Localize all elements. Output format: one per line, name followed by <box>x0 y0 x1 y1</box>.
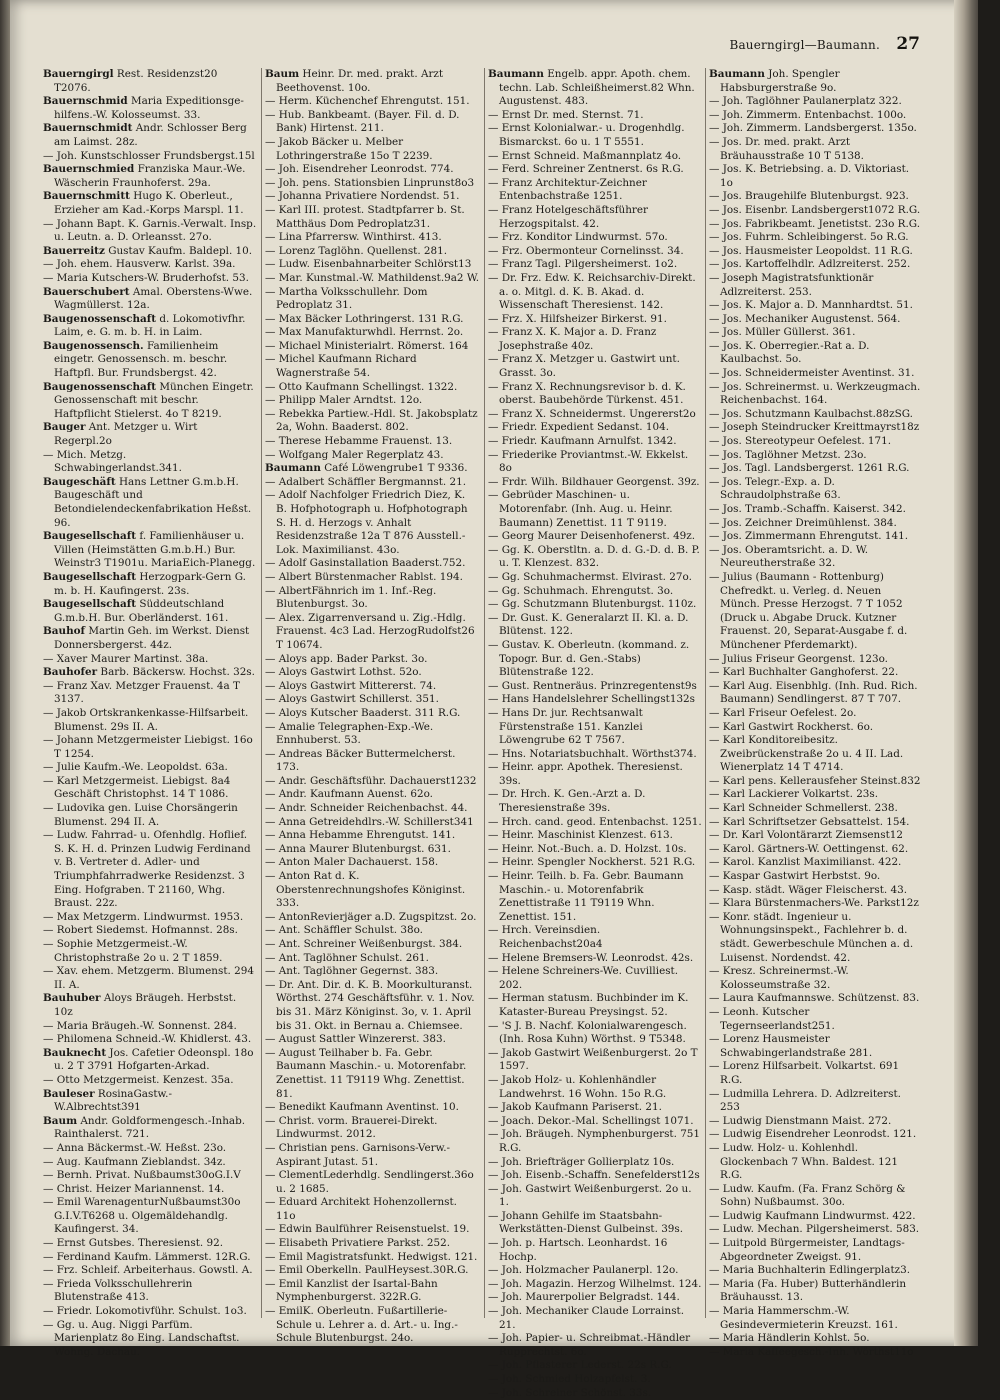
directory-entry: — Bernh. Privat. Nußbaumst30oG.I.V <box>43 1169 241 1182</box>
directory-entry: — Ernst Gutsbes. Theresienst. 92. <box>43 1237 224 1250</box>
directory-entry: — Jos. Dr. med. prakt. Arzt Bräuhausstraße 10 T 5138. <box>709 135 864 162</box>
directory-entry: — Philomena Schneid.-W. Khidlerst. 43. <box>43 1033 252 1046</box>
directory-entry: — Joh. Gastwirt Weißenburgerst. 2o u. 1. <box>488 1182 695 1209</box>
directory-entry: Baumann Café Löwengrube1 T 9336. <box>265 462 468 475</box>
directory-entry: — Hrch. cand. geod. Entenbachst. 1251. <box>488 815 702 828</box>
directory-entry: — Joh. Kunstschlosser Frundsbergst.15l <box>43 149 255 162</box>
directory-entry: — Franz Architektur-Zeichner Entenbachstraße 1251. <box>488 176 651 203</box>
directory-entry: — Andreas Bäcker Buttermelcherst. 173. <box>265 747 459 774</box>
directory-entry: — Jos. Müller Güllerst. 361. <box>709 326 856 339</box>
directory-entry: — Adolf Gasinstallation Baaderst.752. <box>265 557 466 570</box>
directory-entry: — Ant. Taglöhner Gegernst. 383. <box>265 965 439 978</box>
directory-entry: Bauger Ant. Metzger u. Wirt Regerpl.2o <box>43 421 201 448</box>
directory-entry: — Jos. Telegr.-Exp. a. D. Schraudolphstraße 63. <box>709 475 841 502</box>
directory-entry: — Andr. Geschäftsführ. Dachauerst1232 <box>265 774 477 787</box>
directory-entry: — Emil Oberkelln. PaulHeysest.30R.G. <box>265 1264 469 1277</box>
directory-entry: — Jos. Braugehilfe Blutenburgst. 923. <box>709 190 909 203</box>
directory-entry: — Joh. Eisenb.-Schaffn. Senefelderst12s <box>488 1169 700 1182</box>
directory-entry: — Joh. Papier- u. Schreibmat.-Händler Rupprechtst. 6o. <box>488 1332 694 1358</box>
directory-entry: — Aloys Gastwirt Lothst. 52o. <box>265 666 422 679</box>
directory-entry: — Joh. Bräugeh. Nymphenburgerst. 751 R.G. <box>488 1128 704 1154</box>
directory-entry: — Konr. städt. Ingenieur u. Wohnungsinspekt., Fachlehrer b. d. städt. Gewerbeschule München a. d. Luisenst. Nordendst. 42. <box>709 910 917 964</box>
directory-entry: — Amalie Telegraphen-Exp.-We. Ennhuberst. 53. <box>265 720 437 747</box>
directory-entry: — Julius Friseur Georgenst. 123o. <box>709 652 888 665</box>
directory-entry: — Adolf Nachfolger Friedrich Diez, K. B. Hofphotograph u. Hofphotograph S. H. d. Herzogs v. Anhalt Residenzstraße 12a T 876 Ausstell.-Lok. Maximilianst. 43o. <box>265 489 471 556</box>
directory-entry: — Jakob Holz- u. Kohlenhändler Landwehrst. 16 Wohn. 15o R.G. <box>488 1073 667 1100</box>
directory-entry: — Lorenz Hausmeister Schwabingerlandstraße 281. <box>709 1033 873 1059</box>
directory-entry: Baugesellschaft Süddeutschland G.m.b.H. Bur. Oberländerst. 161. <box>43 598 229 624</box>
directory-entry: — Maria Kaffeegesch.-Inh. Wörthst11o <box>709 1345 914 1358</box>
directory-entry: — Ant. Schreiner Weißenburgst. 384. <box>265 938 463 950</box>
directory-entry: — Helene Bremsers-W. Leonrodst. 42s. <box>488 951 694 964</box>
column-3 <box>488 68 704 1399</box>
directory-entry: — Maria Buchhalterin Edlingerplatz3. <box>709 1264 911 1277</box>
directory-entry: Bauernschmidt Andr. Schlosser Berg am Laimst. 28z. <box>43 122 251 148</box>
book-page <box>10 0 978 1399</box>
directory-entry: — Eduard Architekt Hohenzollernst. 11o <box>265 1196 461 1222</box>
directory-entry: — Karl pens. Kellerausfeher Steinst.832 <box>709 774 921 787</box>
directory-entry: — Ludmilla Lehrera. D. Adlzreiterst. 253 <box>709 1087 905 1114</box>
directory-entry: Bauknecht Jos. Cafetier Odeonspl. 18o u. 2 T 3791 Hofgarten-Arkad. <box>43 1046 257 1073</box>
directory-entry: — Ludovika gen. Luise Chorsängerin Blumenst. 294 II. A. <box>43 802 242 828</box>
directory-entry: — Christ. vorm. Brauerei-Direkt. Lindwurmst. 2012. <box>265 1114 441 1141</box>
directory-entry: — Adalbert Schäffler Bergmannst. 21. <box>265 475 467 488</box>
directory-entry: — Joh. Briefträger Gollierplatz 10s. <box>488 1155 675 1168</box>
directory-entry: — Franz Hotelgeschäftsführer Herzogspitalst. 42. <box>488 203 652 230</box>
directory-entry: — Gg. K. Oberstltn. a. D. d. G.-D. d. B. P. u. T. Klenzest. 832. <box>488 543 704 570</box>
directory-entry: — Albert Bürstenmacher Rablst. 194. <box>265 570 463 583</box>
directory-entry: — Hns. Notariatsbuchhalt. Wörthst374. <box>488 747 697 760</box>
directory-entry: — Karol. Kanzlist Maximilianst. 422. <box>709 856 902 869</box>
directory-entry: — Jos. Oberamtsricht. a. D. W. Neureutherstraße 32. <box>709 543 872 570</box>
directory-entry: — EmilK. Oberleutn. Fußartillerie-Schule u. Lehrer a. d. Art.- u. Ing.-Schule Blutenburgst. 24o. <box>265 1305 458 1345</box>
directory-entry: — Friederike Proviantmst.-W. Ekkelst. 8o <box>488 448 692 475</box>
directory-entry: — Karl Konditoreibesitz. Zweibrückenstraße 2o u. 4 II. Lad. Wienerplatz 14 T 4714. <box>709 734 907 774</box>
directory-entry: — Herman statusm. Buchbinder im K. Kataster-Bureau Preysingst. 52. <box>488 992 692 1018</box>
directory-entry: — Jos. Fuhrm. Schleibingerst. 5o R.G. <box>709 231 909 244</box>
directory-entry: — Anna Bäckermst.-W. Heßst. 23o. <box>43 1141 227 1154</box>
column-divider <box>261 68 262 1318</box>
directory-entry: — Joach. Dekor.-Mal. Schellingst 1071. <box>488 1114 694 1127</box>
directory-entry: Bauerreitz Gustav Kaufm. Baldepl. 10. <box>43 244 253 257</box>
page-number: 27 <box>896 34 920 54</box>
directory-entry: — Jos. K. Oberregier.-Rat a. D. Kaulbachst. 5o. <box>709 339 873 366</box>
directory-entry: — Ant. Schäffler Schulst. 38o. <box>265 924 423 937</box>
directory-entry: — Gust. Rentneräus. Prinzregentenst9s <box>488 679 697 692</box>
directory-entry: — Johann Gehilfe im Staatsbahn-Werkstätten-Dienst Gulbeinst. 39s. <box>488 1209 684 1236</box>
directory-entry: — AntonRevierjäger a.D. Zugspitzst. 2o. <box>265 910 477 923</box>
directory-entry: Bauernschmid Maria Expeditionsge-hilfens.-W. Kolosseumst. 33. <box>43 95 244 121</box>
directory-entry: — Johanna Privatiere Nordendst. 51. <box>265 190 460 203</box>
directory-entry: — Jos. Tagl. Landsbergerst. 1261 R.G. <box>709 462 910 475</box>
directory-entry: — Gebrüder Maschinen- u. Motorenfabr. (Inh. Aug. u. Heinr. Baumann) Zenettist. 11 T 9119. <box>488 489 676 529</box>
directory-entry: — Christian pens. Garnisons-Verw.-Aspirant Jutast. 51. <box>265 1141 451 1168</box>
directory-entry: — August Sattler Winzererst. 383. <box>265 1033 446 1046</box>
directory-entry: — Helene Schreiners-We. Cuvilliest. 202. <box>488 965 682 991</box>
directory-entry: — Otto Metzgermeist. Kenzest. 35a. <box>43 1073 234 1086</box>
directory-entry: Bauerngirgl Rest. Residenzst20 T2076. <box>43 68 221 94</box>
directory-entry: Baugenossenschaft d. Lokomotivfhr. Laim, e. G. m. b. H. in Laim. <box>43 312 249 339</box>
directory-entry: — Frz. Schleif. Arbeiterhaus. Gowstl. A. <box>43 1264 253 1277</box>
directory-entry: — Robert Siedemst. Hofmannst. 28s. <box>43 924 238 937</box>
directory-entry: — Anna Maurer Blutenburgst. 631. <box>265 842 451 855</box>
directory-entry: — Ludw. Holz- u. Kohlenhdl. Glockenbach 7 Whn. Baldest. 121 R.G. <box>709 1141 902 1182</box>
page-fore-edge <box>954 0 978 1346</box>
directory-entry: — Heinr. Not.-Buch. a. D. Holzst. 10s. <box>488 842 687 855</box>
directory-entry: — Gg. Schuhmach. Ehrengutst. 3o. <box>488 584 674 597</box>
directory-entry: — Lorenz Hilfsarbeit. Volkartst. 691 R.G. <box>709 1060 903 1086</box>
directory-entry: — Ludwig Dienstmann Maist. 272. <box>709 1114 892 1127</box>
directory-entry: — Klara Bürstenmachers-We. Parkst12z <box>709 897 919 910</box>
directory-entry: — Mar. Kunstmal.-W. Mathildenst.9a2 W. <box>265 271 480 284</box>
directory-entry: — Benedikt Kaufmann Aventinst. 10. <box>265 1101 459 1114</box>
directory-entry: — Jos. Zimmermann Ehrengutst. 141. <box>709 530 909 543</box>
directory-entry: — Johann Bapt. K. Garnis.-Verwalt. Insp. u. Leutn. a. D. Orleansst. 27o. <box>43 217 260 244</box>
directory-entry: — Hrch. Vereinsdien. Reichenbachst20a4 <box>488 924 604 950</box>
directory-entry: — Joh. Schmied Holzapfelst. 3. <box>488 1373 651 1385</box>
directory-entry: — Jos. Eisenbr. Landsbergerst1072 R.G. <box>709 203 921 216</box>
directory-entry: — Frieda Volksschullehrerin Blutenstraße 413. <box>43 1277 196 1304</box>
directory-entry: — Jos. Tramb.-Schaffn. Kaiserst. 342. <box>709 503 906 515</box>
directory-entry: Bauhofer Barb. Bäckersw. Hochst. 32s. <box>43 666 255 679</box>
page-header <box>40 34 920 58</box>
directory-entry: — Joh. Pflasterer Lederst. 22s R.G. <box>488 1359 672 1372</box>
directory-entry: — Jos. Schreinermst. u. Werkzeugmach. Reichenbachst. 164. <box>709 380 924 407</box>
directory-entry: — Anna Hebamme Ehrengutst. 141. <box>265 829 456 842</box>
directory-entry: — Anton Rat d. K. Oberstenrechnungshofes Königinst. 333. <box>265 870 469 910</box>
directory-entry: — Jos. Zeichner Dreimühlenst. 384. <box>709 516 897 529</box>
directory-entry: — Hans Handelslehrer Schellingst132s <box>488 693 695 706</box>
directory-entry: — Frz. X. Hilfsheizer Birkerst. 91. <box>488 312 667 325</box>
directory-entry: — Franz Tagl. Pilgersheimerst. 1o2. <box>488 258 678 271</box>
directory-entry: — Gg. u. Aug. Niggi Parfüm. Marienplatz 8o Eing. Landschaftst. Wohng. Dachau. <box>43 1318 243 1358</box>
directory-entry: — Franz X. Metzger u. Gastwirt unt. Grasst. 3o. <box>488 353 684 380</box>
directory-entry: — Jos. K. Betriebsing. a. D. Viktoriast. 1o <box>709 163 913 189</box>
directory-entry: — Joh. Zimmerm. Landsbergerst. 135o. <box>709 122 917 135</box>
directory-entry: — Joh. Zimmerm. Entenbachst. 100o. <box>709 108 907 121</box>
directory-entry: — Heinr. Teilh. b. Fa. Gebr. Baumann Maschin.- u. Motorenfabrik Zenettistraße 11 T9119 Whn. Zenettist. 151. <box>488 870 687 923</box>
directory-entry: — Heinr. appr. Apothek. Theresienst. 39s. <box>488 761 687 787</box>
directory-entry: — Jos. K. Major a. D. Mannhardtst. 51. <box>709 299 913 312</box>
directory-entry: Bauleser RosinaGastw.-W.Albrechtst391 <box>43 1087 172 1114</box>
directory-entry: Bauerschubert Amal. Oberstens-Wwe. Wagmüllerst. 12a. <box>43 285 256 312</box>
directory-entry: — Ludw. Kaufm. (Fa. Franz Schörg & Sohn) Nußbaumst. 30o. <box>709 1182 909 1209</box>
column-4 <box>709 68 924 1358</box>
directory-entry: — Lina Pfarrersw. Winthirst. 413. <box>265 231 442 244</box>
directory-entry: — Joseph Magistratsfunktionär Adlzreiterst. 253. <box>709 271 877 298</box>
directory-entry: — Joh. Holzmacher Paulanerpl. 12o. <box>488 1264 679 1277</box>
directory-entry: — Lorenz Taglöhn. Quellenst. 281. <box>265 244 448 257</box>
directory-entry: — Luitpold Bürgermeister, Landtags-Abgeordneter Zweigst. 91. <box>709 1237 905 1263</box>
directory-entry: — Michael Ministerialrt. Römerst. 164 <box>265 339 469 352</box>
directory-columns <box>43 68 924 1399</box>
directory-entry: — Frz. Konditor Lindwurmst. 57o. <box>488 231 668 244</box>
directory-entry: — Jos. Mechaniker Augustenst. 564. <box>709 312 901 325</box>
directory-entry: Baum Heinr. Dr. med. prakt. Arzt Beethovenst. 10o. <box>265 68 447 94</box>
directory-entry: — Maria (Fa. Huber) Butterhändlerin Bräuhausst. 13. <box>709 1277 910 1304</box>
directory-entry: — Franz Xav. Metzger Frauenst. 4a T 3137. <box>43 679 244 706</box>
directory-entry: — Joh. Schreiner Schönst. 33s. <box>488 1386 652 1399</box>
directory-entry: — Joh. Mechaniker Claude Lorrainst. 21. <box>488 1305 688 1331</box>
directory-entry: — Wolfgang Maler Regerplatz 43. <box>265 448 444 461</box>
directory-entry: — Joh. ehem. Hausverw. Karlst. 39a. <box>43 258 236 271</box>
directory-entry: — Joh. p. Hartsch. Leonhardst. 16 Hochp. <box>488 1237 671 1263</box>
directory-entry: — Ernst Dr. med. Sternst. 71. <box>488 108 644 121</box>
directory-entry: — Jos. Kartoffelhdlr. Adlzreiterst. 252. <box>709 258 911 271</box>
directory-entry: — Frz. Obermonteur Cornelinsst. 34. <box>488 244 684 257</box>
column-divider <box>484 68 485 1318</box>
directory-entry: — Heinr. Maschinist Klenzest. 613. <box>488 829 673 842</box>
directory-entry: — Heinr. Spengler Nockherst. 521 R.G. <box>488 856 696 869</box>
directory-entry: — Karl Schneider Schmellerst. 238. <box>709 802 898 815</box>
directory-entry: — Joseph Steindrucker Kreittmayrst18z <box>709 421 920 434</box>
directory-entry: — Joh. Eisendreher Leonrodst. 774. <box>265 163 454 176</box>
directory-entry: — Maria Bräugeh.-W. Sonnenst. 284. <box>43 1019 237 1032</box>
directory-entry: — Johann Metzgermeister Liebigst. 16o T 1254. <box>43 734 257 760</box>
directory-entry: — Aloys Gastwirt Mittererst. 74. <box>265 679 437 692</box>
directory-entry: — Karol. Gärtners-W. Oettingenst. 62. <box>709 842 909 855</box>
directory-entry: Baumann Engelb. appr. Apoth. chem. techn. Lab. Schleißheimerst.82 Whn. Augustenst. 483. <box>488 68 698 108</box>
directory-entry: — Max Bäcker Lothringerst. 131 R.G. <box>265 312 464 325</box>
directory-entry: — Karl III. protest. Stadtpfarrer b. St. Matthäus Dom Pedroplatz31. <box>265 203 469 230</box>
directory-entry: — Laura Kaufmannswe. Schützenst. 83. <box>709 992 920 1005</box>
directory-entry: — Emil WarenagenturNußbaumst30o G.I.V.T6268 u. Olgemäldehandlg. Kaufingerst. 34. <box>43 1196 244 1236</box>
directory-entry: — Maria Kutschers-W. Bruderhofst. 53. <box>43 271 249 284</box>
directory-entry: — Franz X. Rechnungsrevisor b. d. K. oberst. Baubehörde Türkenst. 451. <box>488 380 690 407</box>
directory-entry: — Mich. Metzg. Schwabingerlandst.341. <box>43 448 182 475</box>
directory-entry: Baugenossensch. Familienheim eingetr. Genossensch. m. beschr. Haftpfl. Bur. Frundsbergst. 42. <box>43 339 231 380</box>
directory-entry: — Ernst Kolonialwar.- u. Drogenhdlg. Bismarckst. 6o u. 1 T 5551. <box>488 122 688 148</box>
directory-entry: — Kresz. Schreinermst.-W. Kolosseumstraße 32. <box>709 965 852 991</box>
directory-entry: — Therese Hebamme Frauenst. 13. <box>265 435 453 448</box>
directory-entry: Bauhof Martin Geh. im Werkst. Dienst Donnersbergerst. 44z. <box>43 625 253 651</box>
directory-entry: — Friedr. Expedient Sedanst. 104. <box>488 421 670 434</box>
directory-entry: — Andr. Schneider Reichenbachst. 44. <box>265 802 468 815</box>
directory-entry: — Jos. Stereotypeur Oefelest. 171. <box>709 435 892 448</box>
directory-entry: — Otto Kaufmann Schellingst. 1322. <box>265 380 458 393</box>
directory-entry: — Sophie Metzgermeist.-W. Christophstraße 2o u. 2 T 1859. <box>43 938 223 964</box>
directory-entry: — 'S J. B. Nachf. Kolonialwarengesch. (Inh. Rosa Kuhn) Wörthst. 9 T5348. <box>488 1019 691 1046</box>
directory-entry: — Dr. Frz. Edw. K. Reichsarchiv-Direkt. a. o. Mitgl. d. K. B. Akad. d. Wissenschaft Theresienst. 142. <box>488 271 699 312</box>
directory-entry: — Gg. Schuhmachermst. Elvirast. 27o. <box>488 570 692 583</box>
directory-entry: — Christ. Heizer Mariannenst. 14. <box>43 1182 225 1195</box>
directory-entry: — Karl Aug. Eisenbhlg. (Inh. Rud. Rich. Baumann) Sendlingerst. 87 T 707. <box>709 679 921 706</box>
column-divider <box>705 68 706 1318</box>
directory-entry: — Ant. Taglöhner Schulst. 261. <box>265 951 429 964</box>
directory-entry: — Martha Volksschullehr. Dom Pedroplatz 31. <box>265 285 431 312</box>
column-1 <box>43 68 260 1358</box>
directory-entry: — Hub. Bankbeamt. (Bayer. Fil. d. D. Bank) Hirtenst. 211. <box>265 108 463 135</box>
directory-entry: — Gustav. K. Oberleutn. (kommand. z. Topogr. Bur. d. Gen.-Stabs) Blütenstraße 122. <box>488 638 693 679</box>
directory-entry: — Ludwig Eisendreher Leonrodst. 121. <box>709 1128 917 1141</box>
directory-entry: — Aloys Gastwirt Schillerst. 351. <box>265 693 439 706</box>
directory-entry: — Karl Lackierer Volkartst. 23s. <box>709 788 879 801</box>
directory-entry: — Jos. Schneidermeister Aventinst. 31. <box>709 367 915 380</box>
directory-entry: Baugeschäft Hans Lettner G.m.b.H. Baugeschäft und Betondielendeckenfabrikation Heßst. 96. <box>43 475 255 529</box>
directory-entry: — Franz X. K. Major a. D. Franz Josephstraße 40z. <box>488 326 660 352</box>
directory-entry: — Ludw. Fahrrad- u. Ofenhdlg. Hoflief. S. K. H. d. Prinzen Ludwig Ferdinand v. B. Vertreter d. Adler- und Triumphfahrradwerke Residenzst. 3 Eing. Hofgraben. T 21160, Whg. Braust. 22z. <box>43 829 254 910</box>
directory-entry: — Aloys app. Bader Parkst. 3o. <box>265 652 428 665</box>
directory-entry: — Alex. Zigarrenversand u. Zig.-Hdlg. Frauenst. 4c3 Lad. HerzogRudolfst26 T 10674. <box>265 611 478 651</box>
directory-entry: — Jakob Bäcker u. Melber Lothringerstraße 15o T 2239. <box>265 135 433 162</box>
directory-entry: — Ludw. Mechan. Pilgersheimerst. 583. <box>709 1223 920 1236</box>
directory-entry: — ClementLederhdlg. Sendlingerst.36o u. 2 1685. <box>265 1169 478 1195</box>
directory-entry: — Joh. pens. Stationsbien Linprunst8o3 <box>265 176 475 189</box>
directory-entry: — Karl Buchhalter Ganghoferst. 22. <box>709 666 899 679</box>
directory-entry: — Ferd. Schreiner Zentnerst. 6s R.G. <box>488 163 684 176</box>
directory-entry: — Hans Dr. jur. Rechtsanwalt Fürstenstraße 151. Kanzlei Löwengrube 62 T 7567. <box>488 706 647 747</box>
directory-entry: — Ludw. Eisenbahnarbeiter Schlörst13 <box>265 258 472 271</box>
directory-entry: — Joh. Maurerpolier Belgradst. 144. <box>488 1291 680 1304</box>
directory-entry: — August Teilhaber b. Fa. Gebr. Baumann Maschin.- u. Motorenfabr. Zenettist. 11 T9119 Whg. Zenettist. 81. <box>265 1046 470 1100</box>
directory-entry: — Edwin Baulführer Reisenstuelst. 19. <box>265 1223 470 1236</box>
directory-entry: — Karl Gastwirt Rockherst. 6o. <box>709 720 874 733</box>
directory-entry: — Dr. Hrch. K. Gen.-Arzt a. D. Theresienstraße 39s. <box>488 788 649 815</box>
directory-entry: — Maria Händlerin Kohlst. 5o. <box>709 1332 870 1345</box>
directory-entry: Bauhuber Aloys Bräugeh. Herbstst. 10z <box>43 992 240 1018</box>
directory-entry: — Max Metzgerm. Lindwurmst. 1953. <box>43 910 244 923</box>
directory-entry: — Leonh. Kutscher Tegernseerlandst251. <box>709 1005 835 1032</box>
directory-entry: — Franz X. Schneidermst. Ungererst2o <box>488 407 696 420</box>
directory-entry: — Emil Kanzlist der Isartal-Bahn Nymphenburgerst. 322R.G. <box>265 1277 442 1304</box>
directory-entry: — Max Manufakturwhdl. Herrnst. 2o. <box>265 326 464 339</box>
directory-entry: — Jos. Hausmeister Leopoldst. 11 R.G. <box>709 244 913 257</box>
directory-entry: — Xav. ehem. Metzgerm. Blumenst. 294 II. A. <box>43 965 258 991</box>
directory-entry: — Ernst Schneid. Maßmannplatz 4o. <box>488 149 682 162</box>
directory-entry: — Joh. Magazin. Herzog Wilhelmst. 124. <box>488 1277 702 1290</box>
directory-entry: — Gg. Schutzmann Blutenburgst. 110z. <box>488 598 697 611</box>
directory-entry: Baum Andr. Goldformengesch.-Inhab. Rainthalerst. 721. <box>43 1114 249 1141</box>
directory-entry: — Anton Maler Dachauerst. 158. <box>265 856 439 869</box>
directory-entry: — Julius (Baumann - Rottenburg) Chefredkt. u. Verleg. d. Neuen Münch. Presse Herzogst. 7 T 1052 (Druck u. Abgabe Druck. Kutzner Frauenst. 20, Separat-Ausgabe f. d. Münchener Pferdemarkt). <box>709 570 911 651</box>
directory-entry: — Rebekka Partiew.-Hdl. St. Jakobsplatz 2a, Wohn. Baaderst. 802. <box>265 407 481 434</box>
directory-entry: — Kasp. städt. Wäger Fleischerst. 43. <box>709 883 908 896</box>
directory-entry: — Karl Schriftsetzer Gebsattelst. 154. <box>709 815 910 828</box>
directory-entry: — Aloys Kutscher Baaderst. 311 R.G. <box>265 706 461 719</box>
directory-entry: — Dr. Ant. Dir. d. K. B. Moorkulturanst. Wörthst. 274 Geschäftsführ. v. 1. Nov. bis 31. März Königinst. 3o, v. 1. April bis 31. Okt. in Bernau a. Chiemsee. <box>265 978 478 1032</box>
directory-entry: — Karl Friseur Oefelest. 2o. <box>709 706 857 719</box>
directory-entry: — Georg Maurer Deisenhofenerst. 49z. <box>488 530 696 543</box>
directory-entry: — Anna Getreidehdlrs.-W. Schillerst341 <box>265 815 474 828</box>
directory-entry: Baugesellschaft f. Familienhäuser u. Villen (Heimstätten G.m.b.H.) Bur. Weinstr3 T1901u. MariaEich-Planegg. <box>43 530 256 570</box>
directory-entry: Bauernschmitt Hugo K. Oberleut., Erzieher am Kad.-Korps Marspl. 11. <box>43 190 244 216</box>
directory-entry: — Ludwig Kaufmann Lindwurmst. 422. <box>709 1209 916 1222</box>
column-2 <box>265 68 481 1345</box>
directory-entry: — Karl Metzgermeist. Liebigst. 8a4 Geschäft Christophst. 14 T 1086. <box>43 774 234 801</box>
directory-entry: — Jos. Taglöhner Metzst. 23o. <box>709 448 867 461</box>
directory-entry: — Elisabeth Privatiere Parkst. 252. <box>265 1237 451 1250</box>
directory-entry: — Maria Hammerschm.-W. Gesindevermieterin Kreuzst. 161. <box>709 1305 898 1331</box>
directory-entry: — Jakob Kaufmann Pariserst. 21. <box>488 1101 662 1114</box>
directory-entry: Bauernschmied Franziska Maur.-We. Wäscherin Fraunhoferst. 29a. <box>43 163 249 189</box>
directory-entry: — Philipp Maler Arndtst. 12o. <box>265 394 423 407</box>
directory-entry: — Andr. Kaufmann Auenst. 62o. <box>265 788 433 801</box>
directory-entry: — Ferdinand Kaufm. Lämmerst. 12R.G. <box>43 1250 251 1263</box>
directory-entry: — Michel Kaufmann Richard Wagnerstraße 54. <box>265 353 420 380</box>
directory-entry: — Dr. Gust. K. Generalarzt II. Kl. a. D. Blütenst. 122. <box>488 611 692 638</box>
directory-entry: — Xaver Maurer Martinst. 38a. <box>43 652 209 665</box>
directory-entry: — Jakob Ortskrankenkasse-Hilfsarbeit. Blumenst. 29s II. A. <box>43 706 252 733</box>
directory-entry: — Frdr. Wilh. Bildhauer Georgenst. 39z. <box>488 475 700 488</box>
directory-entry: — Herm. Küchenchef Ehrengutst. 151. <box>265 95 470 108</box>
directory-entry: — Friedr. Lokomotivführ. Schulst. 1o3. <box>43 1305 247 1318</box>
directory-entry: — Friedr. Kaufmann Arnulfst. 1342. <box>488 435 677 448</box>
directory-entry: — Julie Kaufm.-We. Leopoldst. 63a. <box>43 761 228 774</box>
directory-entry: — Joh. Taglöhner Paulanerplatz 322. <box>709 95 902 108</box>
directory-entry: — Dr. Karl Volontärarzt Ziemsenst12 <box>709 829 903 842</box>
directory-entry: — Kaspar Gastwirt Herbstst. 9o. <box>709 870 881 883</box>
directory-entry: — Jakob Gastwirt Weißenburgerst. 2o T 1597. <box>488 1046 701 1073</box>
directory-entry: — Jos. Schutzmann Kaulbachst.88zSG. <box>709 407 913 420</box>
directory-entry: — AlbertFähnrich im 1. Inf.-Reg. Blutenburgst. 3o. <box>265 584 440 611</box>
directory-entry: — Jos. Fabrikbeamt. Jenetistst. 23o R.G. <box>709 217 921 230</box>
directory-entry: — Emil Magistratsfunkt. Hedwigst. 121. <box>265 1250 478 1263</box>
directory-entry: Baumann Joh. Spengler Habsburgerstraße 9o. <box>709 68 843 94</box>
running-head: Bauerngirgl—Baumann. <box>729 38 880 52</box>
directory-entry: — Aug. Kaufmann Zieblandst. 34z. <box>43 1155 226 1168</box>
directory-entry: Baugesellschaft Herzogpark-Gern G. m. b. H. Kaufingerst. 23s. <box>43 570 250 597</box>
directory-entry: Baugenossenschaft München Eingetr. Genossenschaft mit beschr. Haftpflicht Stielerst. 4o T 8219. <box>43 380 258 420</box>
